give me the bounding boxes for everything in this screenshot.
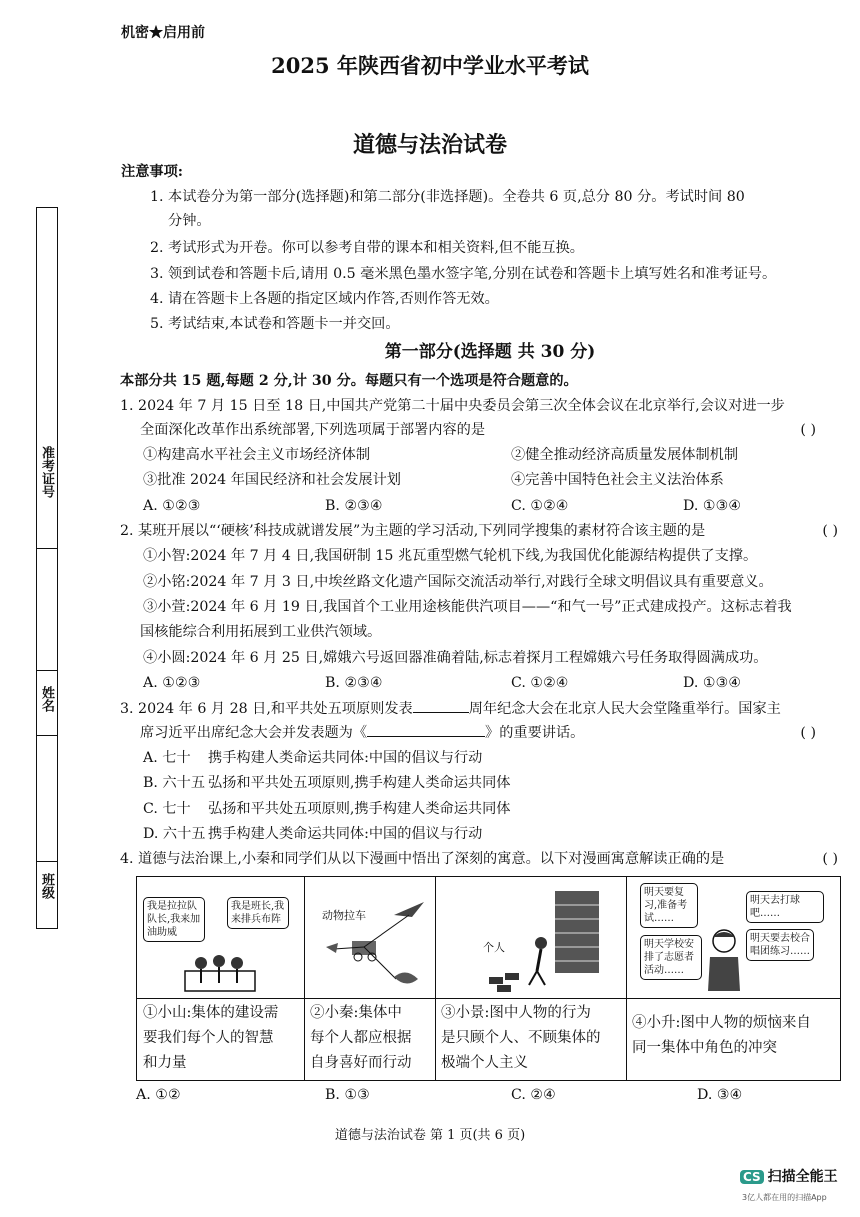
q2-choice: B. ②③④ (325, 675, 383, 691)
text-line: 要我们每个人的智慧 (143, 1030, 274, 1046)
answer-parentheses: ( ) (822, 523, 838, 539)
q3-option-letter: A. 七十 (143, 750, 191, 766)
notes-heading: 注意事项: (121, 164, 183, 180)
q1-stem-text: 全面深化改革作出系统部署,下列选项属于部署内容的是 (140, 422, 486, 438)
paper-subtitle: 道德与法治试卷 (352, 132, 507, 158)
fill-blank (367, 736, 485, 737)
q3-stem-line2 (140, 721, 838, 745)
comic-image-2 (304, 877, 435, 999)
q1-choice: B. ②③④ (325, 498, 383, 514)
q3-option-text: 弘扬和平共处五项原则,携手构建人类命运共同体 (208, 775, 511, 791)
person-taking-bricks-illustration (485, 885, 615, 995)
comic-interpretation-2 (304, 1001, 418, 1076)
comic-image-4 (626, 877, 840, 999)
q3-stem-line1 (120, 697, 838, 721)
class-label: 班级 (39, 873, 54, 899)
q2-stem: 2. 某班开展以“‘硬核’科技成就谱发展”为主题的学习活动,下列同学搜集的素材符合该主题的是 (120, 523, 706, 539)
comic-interpretation-3 (435, 1001, 607, 1076)
text-line: ③小景:图中人物的行为 (441, 1005, 591, 1021)
thought-bubble: 明天学校安排了志愿者活动…… (640, 935, 702, 980)
divider (36, 735, 58, 736)
q2-item: ①小智:2024 年 7 月 4 日,我国研制 15 兆瓦重型燃气轮机下线,为我国优化能源结构提供了支撑。 (143, 548, 758, 564)
text-line: ①小山:集体的建设需 (143, 1005, 279, 1021)
answer-parentheses: ( ) (800, 725, 816, 741)
animals-pulling-cart-illustration (324, 897, 429, 995)
q2-choice: A. ①②③ (143, 675, 201, 691)
divider (36, 548, 58, 549)
text-line: 和力量 (143, 1055, 187, 1071)
q3-option-letter: B. 六十五 (143, 775, 206, 791)
q3-stem: 席习近平出席纪念大会并发表题为《 (140, 725, 368, 741)
q4-stem: 4. 道德与法治课上,小秦和同学们从以下漫画中悟出了深刻的寓意。以下对漫画寓意解读正确的是 (120, 851, 725, 867)
q3-stem: 3. 2024 年 6 月 28 日,和平共处五项原则发表 (120, 701, 413, 717)
q3-option-text: 携手构建人类命运共同体:中国的倡议与行动 (208, 826, 483, 842)
text-line: 极端个人主义 (441, 1055, 528, 1071)
q3-option-letter: D. 六十五 (143, 826, 206, 842)
answer-parentheses: ( ) (822, 851, 838, 867)
q4-choice: C. ②④ (511, 1087, 556, 1103)
text-line: ④小升:图中人物的烦恼来自 (632, 1015, 811, 1031)
thought-bubble: 明天要复习,准备考试…… (640, 883, 698, 928)
note-item: 1. 本试卷分为第一部分(选择题)和第二部分(非选择题)。全卷共 6 页,总分 80 分。考试时间 80 (150, 189, 745, 205)
text-line: ②小秦:集体中 (310, 1005, 402, 1021)
comic-cell-4 (626, 877, 840, 1080)
name-label: 姓名 (39, 686, 54, 712)
q2-stem-line (120, 519, 838, 543)
exam-title: 2025 年陕西省初中学业水平考试 (271, 53, 589, 78)
comic-image-3 (435, 877, 626, 999)
q4-stem-line (120, 847, 838, 871)
text-line: 同一集体中角色的冲突 (632, 1040, 777, 1056)
divider (36, 861, 58, 862)
q3-option-letter: C. 七十 (143, 801, 191, 817)
q1-choice: C. ①②④ (511, 498, 569, 514)
q4-choice: A. ①② (136, 1087, 181, 1103)
binding-info-box (36, 207, 58, 929)
worried-student-illustration (704, 927, 744, 993)
thought-bubble: 明天要去校合唱团练习…… (746, 929, 814, 961)
scanner-logo (740, 1166, 838, 1186)
thought-bubble: 明天去打球吧…… (746, 891, 824, 923)
q3-stem: 》的重要讲话。 (485, 725, 585, 741)
exam-number-label: 准考证号 (39, 446, 54, 498)
comic-cell-1 (137, 877, 305, 1080)
q2-choice: D. ①③④ (683, 675, 742, 691)
scanner-app-name: 扫描全能王 (767, 1169, 838, 1185)
note-item: 4. 请在答题卡上各题的指定区域内作答,否则作答无效。 (150, 291, 499, 307)
note-item: 分钟。 (168, 213, 211, 229)
q3-stem: 周年纪念大会在北京人民大会堂隆重举行。国家主 (468, 701, 781, 717)
comic-cell-2 (304, 877, 436, 1080)
q2-item-cont: 国核能综合利用拓展到工业供汽领域。 (140, 624, 382, 640)
text-line: 是只顾个人、不顾集体的 (441, 1030, 601, 1046)
q3-option-text: 携手构建人类命运共同体:中国的倡议与行动 (208, 750, 483, 766)
section-instruction: 本部分共 15 题,每题 2 分,计 30 分。每题只有一个选项是符合题意的。 (120, 373, 578, 389)
comic-image-1 (137, 877, 304, 999)
students-illustration (177, 949, 267, 995)
speech-bubble: 我是拉拉队队长,我来加油助威 (143, 897, 205, 942)
q4-choice: B. ①③ (325, 1087, 370, 1103)
q2-choice: C. ①②④ (511, 675, 569, 691)
comic-cell-3 (435, 877, 627, 1080)
page-footer: 道德与法治试卷 第 1 页(共 6 页) (334, 1128, 526, 1143)
q2-item: ②小铭:2024 年 7 月 3 日,中埃丝路文化遗产国际交流活动举行,对践行全球文明倡议具有重要意义。 (143, 574, 773, 590)
text-line: 每个人都应根据 (310, 1030, 412, 1046)
q2-item: ③小萱:2024 年 6 月 19 日,我国首个工业用途核能供汽项目——“和气一号”正式建成投产。这标志着我 (143, 599, 792, 615)
speech-bubble: 我是班长,我来排兵布阵 (227, 897, 289, 929)
answer-parentheses: ( ) (800, 422, 816, 438)
q1-item: ④完善中国特色社会主义法治体系 (511, 472, 724, 488)
note-item: 5. 考试结束,本试卷和答题卡一并交回。 (150, 316, 400, 332)
comic-interpretation-1 (137, 1001, 284, 1076)
divider (36, 670, 58, 671)
comic-caption: 个人 (483, 941, 505, 954)
confidential-mark: 机密★启用前 (121, 25, 205, 41)
note-item: 3. 领到试卷和答题卡后,请用 0.5 毫米黑色墨水签字笔,分别在试卷和答题卡上填写姓名和准考证号。 (150, 266, 777, 282)
q2-item: ④小圆:2024 年 6 月 25 日,嫦娥六号返回器准确着陆,标志着探月工程嫦娥六号任务取得圆满成功。 (143, 650, 768, 666)
comic-table (136, 876, 841, 1081)
note-item: 2. 考试形式为开卷。你可以参考自带的课本和相关资料,但不能互换。 (150, 240, 584, 256)
cs-badge-icon: CS (740, 1170, 764, 1184)
scanner-tagline: 3亿人都在用的扫描App (742, 1193, 827, 1202)
q1-item: ②健全推动经济高质量发展体制机制 (511, 447, 739, 463)
q1-choice: D. ①③④ (683, 498, 742, 514)
q1-choice: A. ①②③ (143, 498, 201, 514)
text-line: 自身喜好而行动 (310, 1055, 412, 1071)
q1-stem-line2 (140, 418, 838, 442)
q1-item: ①构建高水平社会主义市场经济体制 (143, 447, 371, 463)
comic-interpretation-4 (626, 1011, 817, 1061)
q4-choice: D. ③④ (697, 1087, 743, 1103)
q3-option-text: 弘扬和平共处五项原则,携手构建人类命运共同体 (208, 801, 511, 817)
q1-item: ③批准 2024 年国民经济和社会发展计划 (143, 472, 401, 488)
section-title: 第一部分(选择题 共 30 分) (384, 342, 596, 362)
q1-stem: 1. 2024 年 7 月 15 日至 18 日,中国共产党第二十届中央委员会第三次全体会议在北京举行,会议对进一步 (120, 398, 785, 414)
comic-caption: 动物拉车 (322, 909, 366, 922)
fill-blank (413, 712, 469, 713)
